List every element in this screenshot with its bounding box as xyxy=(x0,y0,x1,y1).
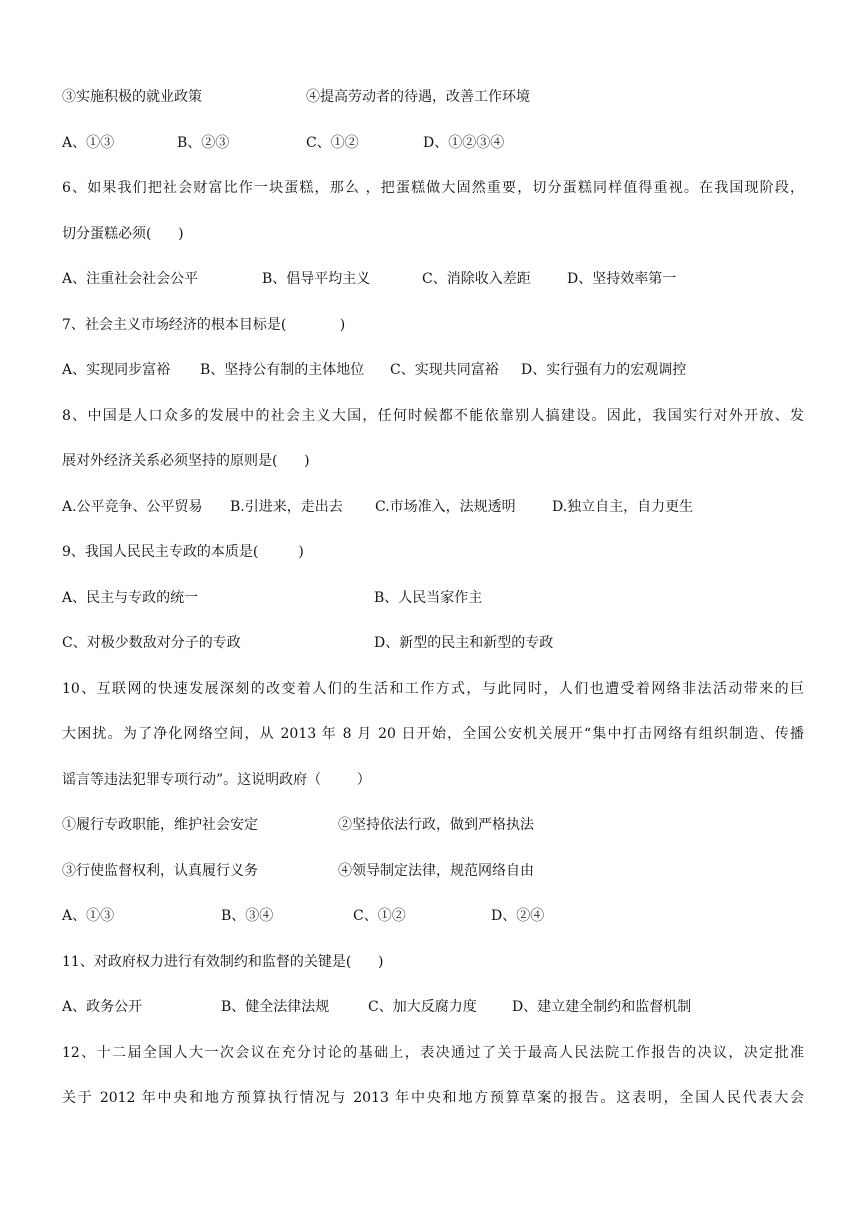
q10-statement-4: ④领导制定法律，规范网络自由 xyxy=(338,863,534,879)
q10-statement-2: ②坚持依法行政，做到严格执法 xyxy=(338,817,534,833)
q10-option-d: D、②④ xyxy=(491,908,545,924)
q10-option-c: C、①② xyxy=(353,908,406,924)
statement-4: ④提高劳动者的待遇，改善工作环境 xyxy=(306,89,530,105)
q8-option-d: D.独立自主，自力更生 xyxy=(552,499,694,515)
option-a: A、①③ xyxy=(62,135,115,151)
q9-option-c: C、对极少数敌对分子的专政 xyxy=(62,635,241,651)
q10-option-a: A、①③ xyxy=(62,908,115,924)
question-10-text-end: 谣言等违法犯罪专项行动”。这说明政府（ ） xyxy=(62,772,371,788)
q6-option-d: D、坚持效率第一 xyxy=(567,271,677,287)
q8-option-a: A.公平竞争、公平贸易 xyxy=(62,499,203,515)
q7-option-d: D、实行强有力的宏观调控 xyxy=(521,362,687,378)
question-10-text-cont: 大困扰。为了净化网络空间，从 2013 年 8 月 20 日开始，全国公安机关展开“集中打击网络有组织制造、传播 xyxy=(62,726,804,742)
q9-option-d: D、新型的民主和新型的专政 xyxy=(374,635,554,651)
q7-option-b: B、坚持公有制的主体地位 xyxy=(200,362,365,378)
q11-option-d: D、建立建全制约和监督机制 xyxy=(512,999,692,1015)
option-c: C、①② xyxy=(306,135,359,151)
q9-option-b: B、人民当家作主 xyxy=(374,590,483,606)
question-9-text: 9、我国人民民主专政的本质是( ) xyxy=(62,544,304,560)
question-8-text: 8、中国是人口众多的发展中的社会主义大国，任何时候都不能依靠别人搞建设。因此，我国实行对外开放、发 xyxy=(62,408,804,424)
q10-statement-1: ①履行专政职能，维护社会安定 xyxy=(62,817,258,833)
q9-option-a: A、民主与专政的统一 xyxy=(62,590,199,606)
q10-option-b: B、③④ xyxy=(221,908,274,924)
q6-option-b: B、倡导平均主义 xyxy=(262,271,371,287)
q10-statement-3: ③行使监督权利，认真履行义务 xyxy=(62,863,258,879)
q7-option-c: C、实现共同富裕 xyxy=(390,362,499,378)
statement-3: ③实施积极的就业政策 xyxy=(62,89,202,105)
q6-option-a: A、注重社会社会公平 xyxy=(62,271,199,287)
option-d: D、①②③④ xyxy=(423,135,505,151)
question-6-text-cont: 切分蛋糕必须( ) xyxy=(62,226,184,242)
option-b: B、②③ xyxy=(177,135,230,151)
q11-option-c: C、加大反腐力度 xyxy=(368,999,477,1015)
question-10-text: 10、互联网的快速发展深刻的改变着人们的生活和工作方式，与此同时，人们也遭受着网络非法活动带来的巨 xyxy=(62,681,804,697)
question-11-text: 11、对政府权力进行有效制约和监督的关键是( ) xyxy=(62,954,384,970)
q11-option-a: A、政务公开 xyxy=(62,999,143,1015)
question-8-text-cont: 展对外经济关系必须坚持的原则是( ) xyxy=(62,453,310,469)
question-6-text: 6、如果我们把社会财富比作一块蛋糕，那么 ，把蛋糕做大固然重要，切分蛋糕同样值得重视。在我国现阶段， xyxy=(62,180,804,196)
q6-option-c: C、消除收入差距 xyxy=(422,271,531,287)
q7-option-a: A、实现同步富裕 xyxy=(62,362,171,378)
q8-option-b: B.引进来，走出去 xyxy=(230,499,343,515)
q8-option-c: C.市场准入，法规透明 xyxy=(375,499,516,515)
q11-option-b: B、健全法律法规 xyxy=(221,999,330,1015)
question-7-text: 7、社会主义市场经济的根本目标是( ) xyxy=(62,317,346,333)
question-12-text: 12、十二届全国人大一次会议在充分讨论的基础上，表决通过了关于最高人民法院工作报告的决议，决定批准 xyxy=(62,1045,804,1061)
question-12-text-cont: 关于 2012 年中央和地方预算执行情况与 2013 年中央和地方预算草案的报告。这表明，全国人民代表大会 xyxy=(62,1090,804,1106)
